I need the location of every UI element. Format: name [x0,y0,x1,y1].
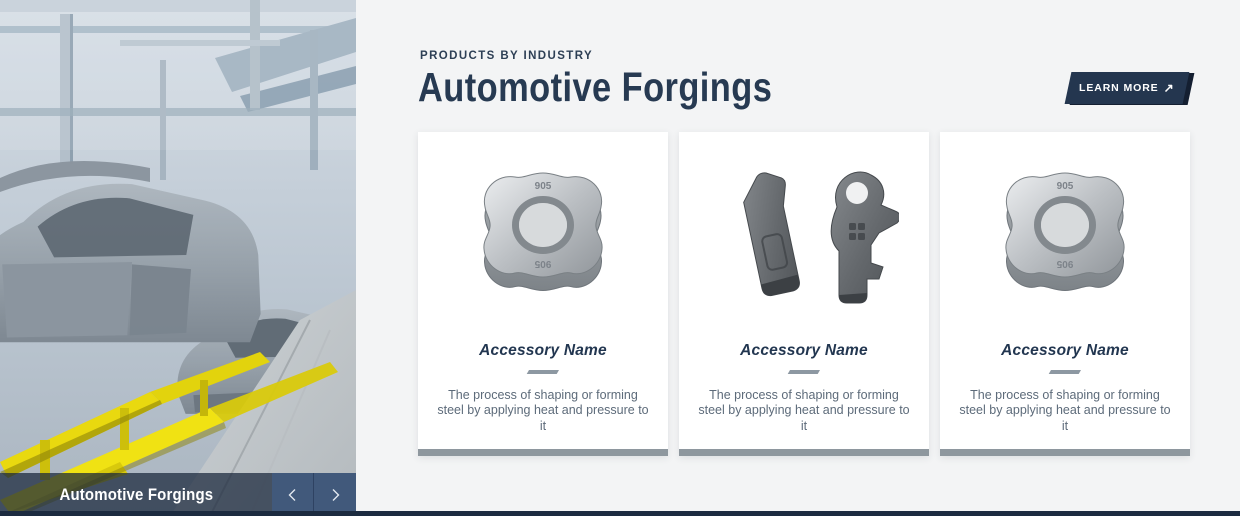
svg-text:905: 905 [1056,181,1074,192]
carousel-next-button[interactable] [314,473,356,516]
hero-photo-panel [0,0,356,516]
hero-caption: Automotive Forgings [59,484,213,504]
learn-more-label: LEARN MORE [1079,82,1159,94]
product-card[interactable] [940,132,1190,456]
product-card[interactable] [679,132,929,456]
product-card[interactable] [418,132,668,456]
learn-more-button[interactable] [1065,72,1190,104]
card-bottom-bar [679,449,929,456]
chevron-right-icon [327,487,343,503]
product-image-clover-nut [418,132,668,328]
card-divider [1049,370,1081,374]
card-description: The process of shaping or forming steel by applying heat and pressure to it [698,387,910,433]
section-title: Automotive Forgings [418,64,773,110]
product-cards-row [418,132,1190,456]
card-description: The process of shaping or forming steel by applying heat and pressure to it [959,387,1171,433]
svg-text:905: 905 [534,181,552,192]
factory-photo [0,0,356,516]
product-image-bracket-hook [679,132,929,328]
carousel-nav [272,473,356,516]
card-divider [527,370,559,374]
product-image-clover-nut [940,132,1190,328]
card-title: Accessory Name [479,342,607,359]
next-section-edge [0,511,1240,516]
section-eyebrow: PRODUCTS BY INDUSTRY [420,50,594,62]
card-title: Accessory Name [740,342,868,359]
hero-caption-bar [0,473,272,516]
arrow-up-right-icon: ↗ [1163,81,1175,95]
carousel-prev-button[interactable] [272,473,314,516]
chevron-left-icon [285,487,301,503]
card-divider [788,370,820,374]
svg-text:905: 905 [534,258,552,269]
card-description: The process of shaping or forming steel by applying heat and pressure to it [437,387,649,433]
card-bottom-bar [418,449,668,456]
card-title: Accessory Name [1001,342,1129,359]
svg-text:905: 905 [1056,258,1074,269]
card-bottom-bar [940,449,1190,456]
learn-more-button-wrap [1068,72,1186,104]
